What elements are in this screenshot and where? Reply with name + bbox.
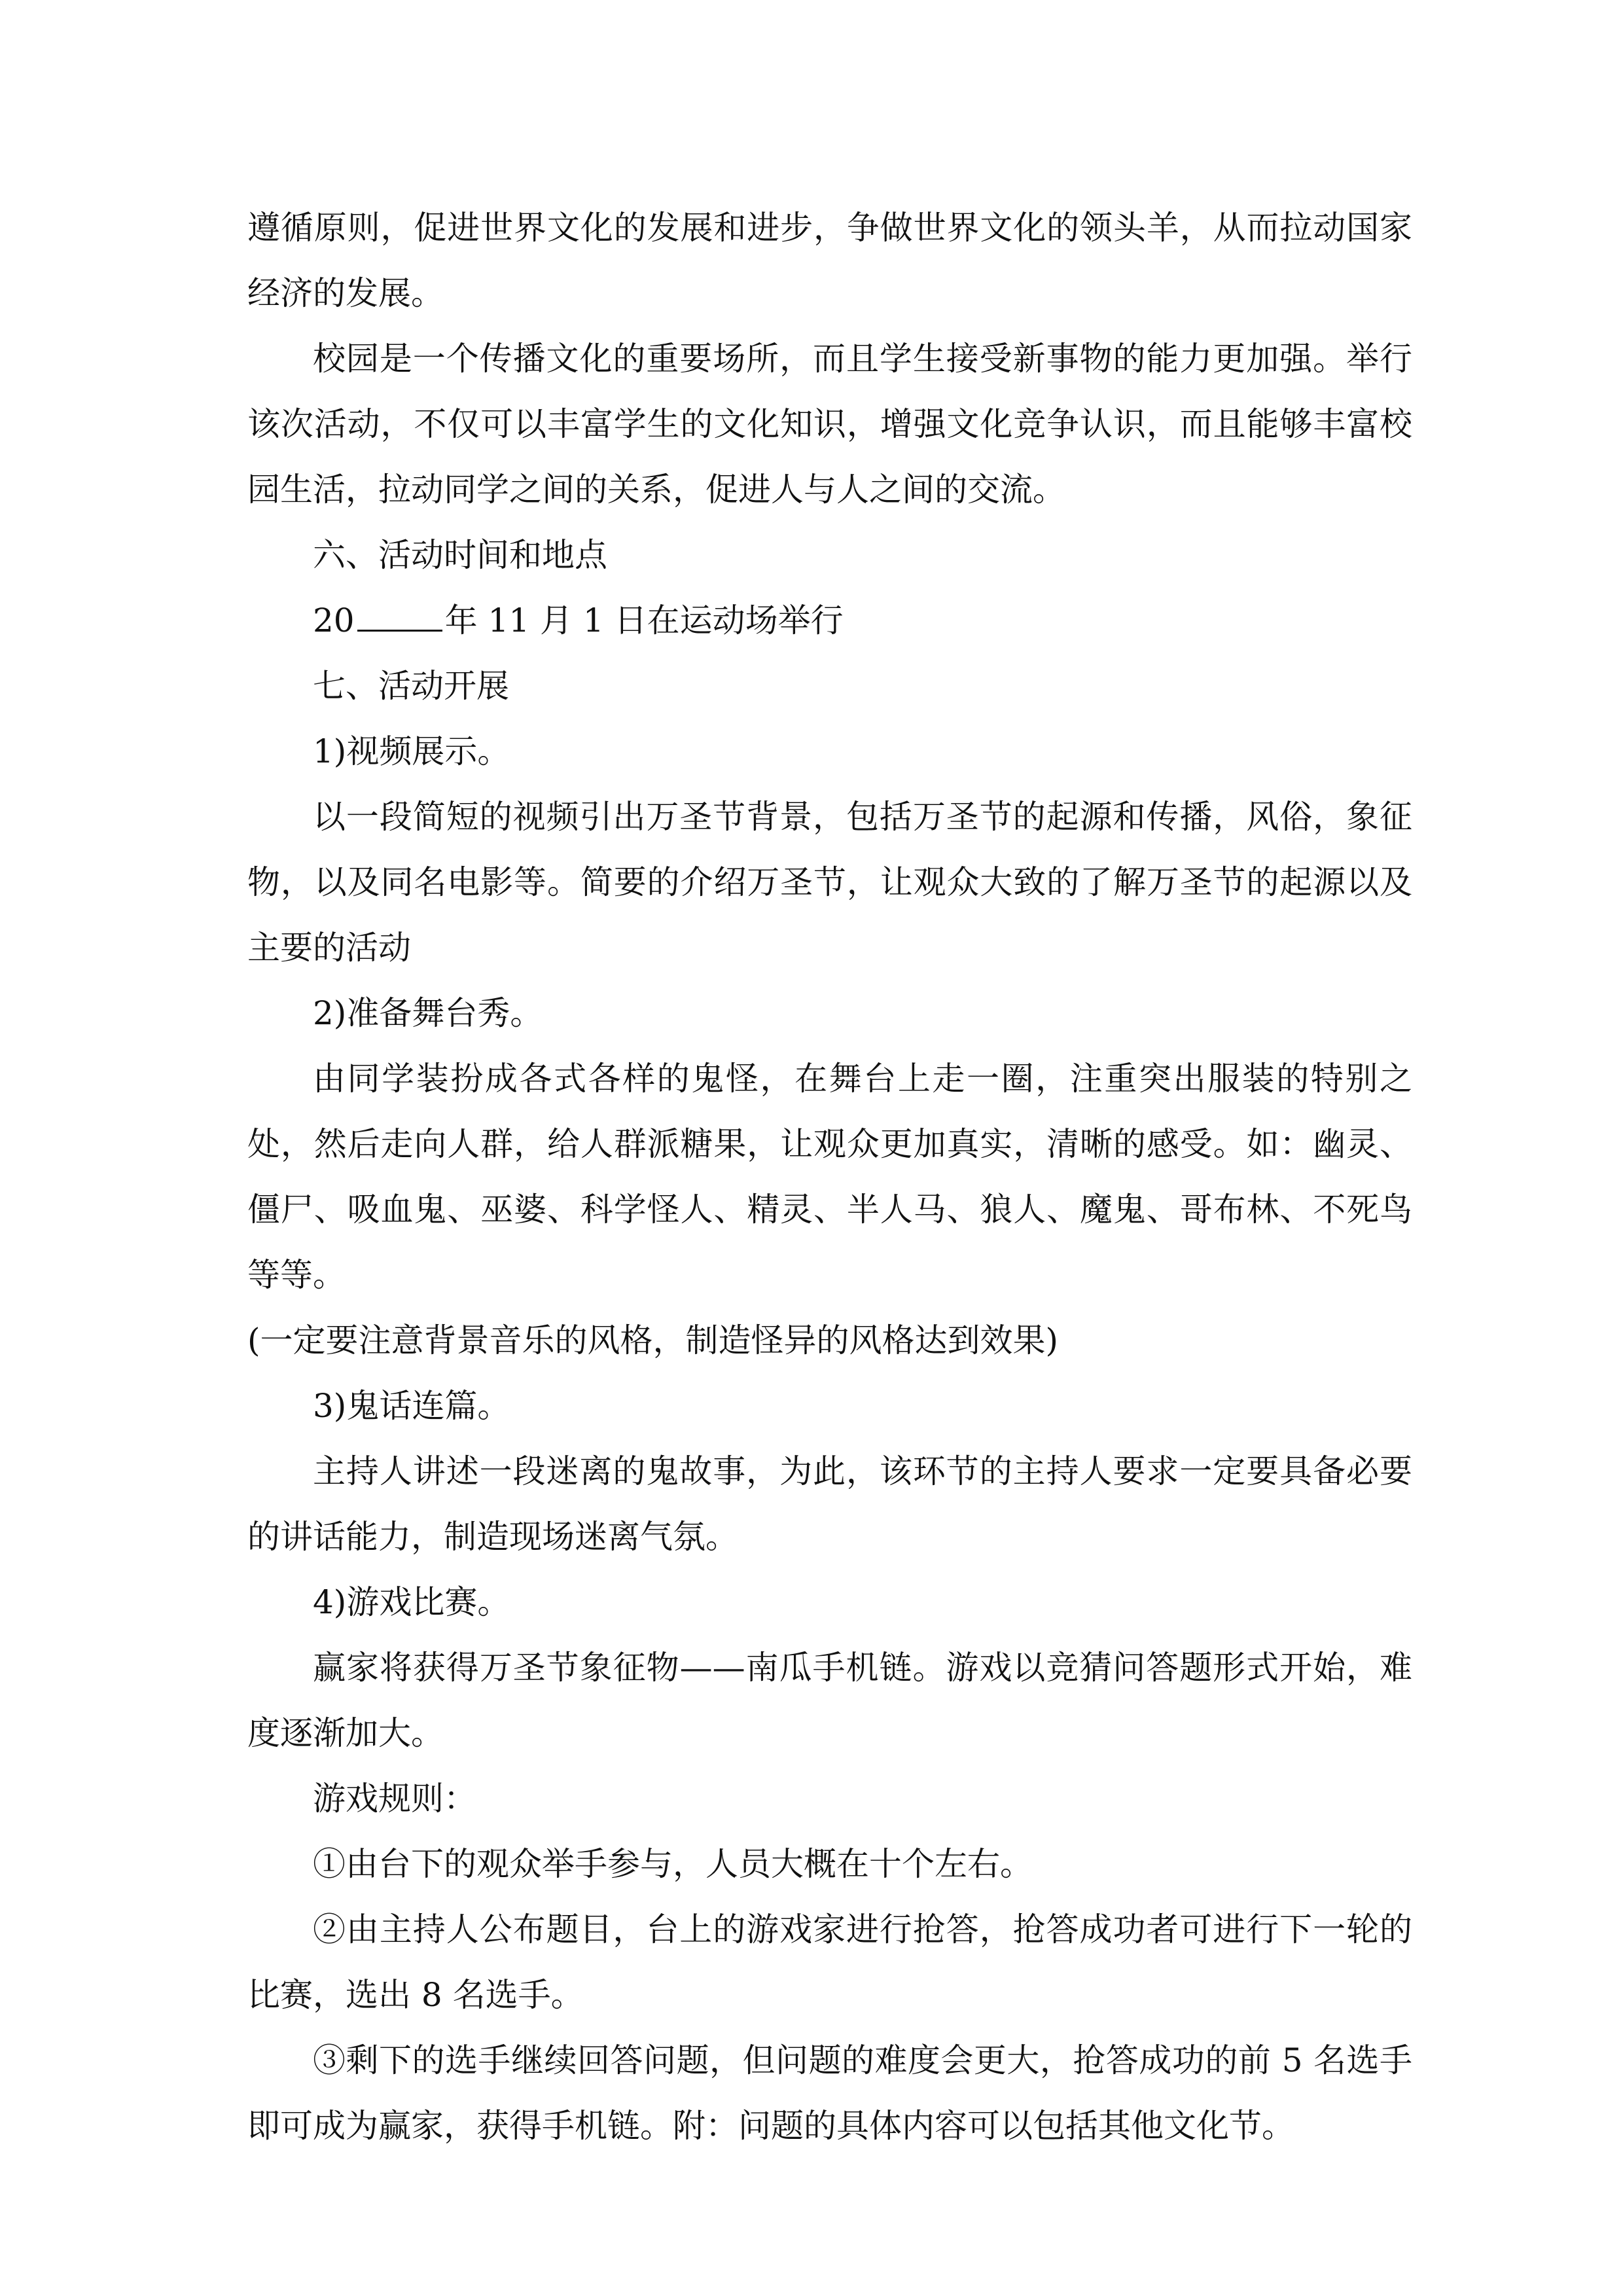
paragraph-campus: 校园是一个传播文化的重要场所，而且学生接受新事物的能力更加强。举行该次活动，不仅可以丰富学生的文化知识，增强文化竞争认识，而且能够丰富校园生活，拉动同学之间的关系，促进人与人之间的交流。 — [247, 340, 1412, 509]
paragraph-video: 以一段简短的视频引出万圣节背景，包括万圣节的起源和传播，风俗，象征物，以及同名电影等。简要的介绍万圣节，让观众大致的了解万圣节的起源以及主要的活动 — [247, 798, 1412, 967]
rule-item-2: ②由主持人公布题目，台上的游戏家进行抢答，抢答成功者可进行下一轮的比赛，选出 8 名选手。 — [247, 1910, 1412, 2014]
document-body — [247, 195, 1412, 2159]
rule-item-3: ③剩下的选手继续回答问题，但问题的难度会更大，抢答成功的前 5 名选手即可成为赢家，获得手机链。附：问题的具体内容可以包括其他文化节。 — [247, 2041, 1412, 2145]
subheading-video: 1)视频展示。 — [313, 732, 510, 770]
paragraph-stage-show: 由同学装扮成各式各样的鬼怪，在舞台上走一圈，注重突出服装的特别之处，然后走向人群，给人群派糖果，让观众更加真实，清晰的感受。如：幽灵、僵尸、吸血鬼、巫婆、科学怪人、精灵、半人马、狼人、魔鬼、哥布林、不死鸟等等。 — [247, 1060, 1412, 1294]
heading-section-7: 七、活动开展 — [313, 667, 509, 705]
date-blank-underline — [357, 603, 442, 632]
paragraph-ghost-stories: 主持人讲述一段迷离的鬼故事，为此，该环节的主持人要求一定要具备必要的讲话能力，制造现场迷离气氛。 — [247, 1452, 1412, 1556]
subheading-stage-show: 2)准备舞台秀。 — [313, 994, 543, 1032]
rule-item-1: ①由台下的观众举手参与，人员大概在十个左右。 — [313, 1845, 1033, 1883]
paragraph-date — [247, 588, 1412, 653]
paragraph-music-note: (一定要注意背景音乐的风格，制造怪异的风格达到效果) — [247, 1321, 1059, 1359]
paragraph-principles: 遵循原则，促进世界文化的发展和进步，争做世界文化的领头羊，从而拉动国家经济的发展。 — [247, 209, 1412, 312]
subheading-ghost-stories: 3)鬼话连篇。 — [313, 1387, 510, 1425]
heading-section-6: 六、活动时间和地点 — [313, 536, 607, 574]
paragraph-game: 赢家将获得万圣节象征物——南瓜手机链。游戏以竞猜问答题形式开始，难度逐渐加大。 — [247, 1649, 1412, 1752]
date-suffix: 年 11 月 1 日在运动场举行 — [444, 601, 844, 639]
rules-title: 游戏规则： — [313, 1780, 476, 1818]
date-prefix: 20 — [313, 601, 355, 639]
subheading-game: 4)游戏比赛。 — [313, 1583, 510, 1621]
